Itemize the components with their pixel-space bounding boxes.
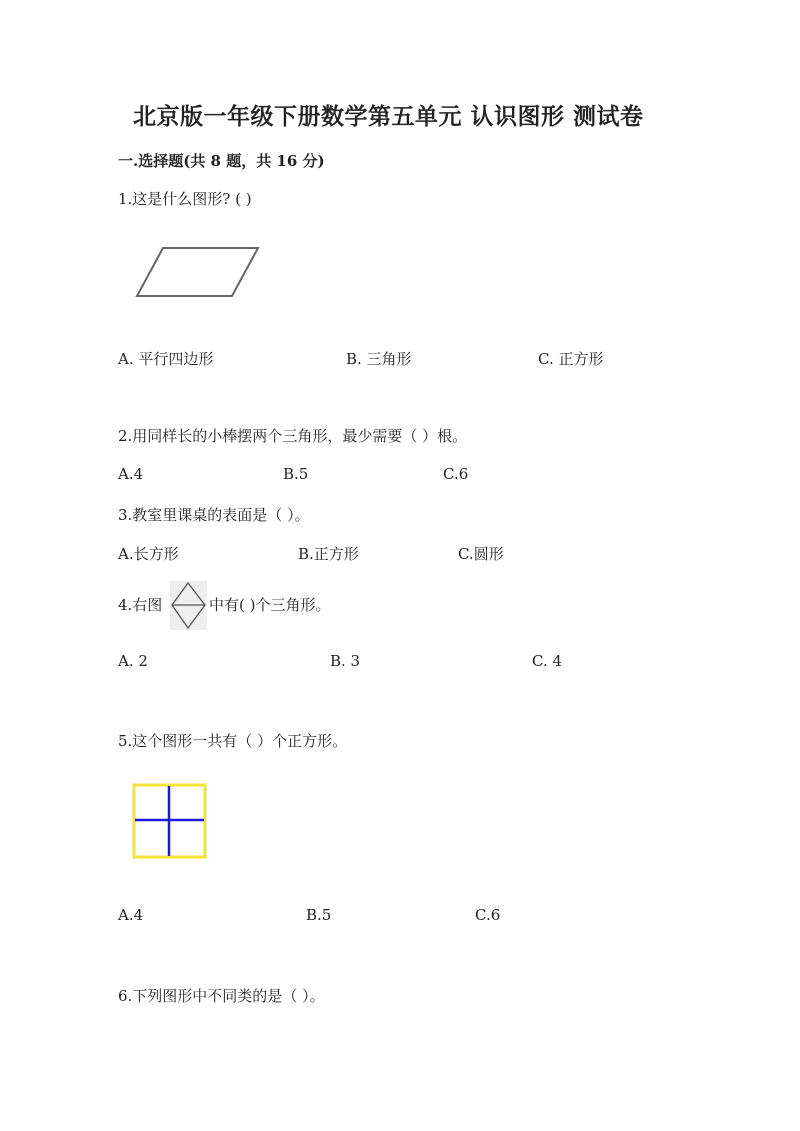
q1-option-a[interactable]: A. 平行四边形 — [118, 350, 214, 368]
q1-option-c[interactable]: C. 正方形 — [538, 350, 604, 368]
q5-option-c[interactable]: C.6 — [475, 906, 501, 924]
q5-option-a[interactable]: A.4 — [118, 906, 144, 924]
q4-option-a[interactable]: A. 2 — [118, 652, 148, 670]
q3-option-b[interactable]: B.正方形 — [298, 545, 359, 563]
q1-option-b[interactable]: B. 三角形 — [346, 350, 412, 368]
question-5: 5.这个图形一共有（ ）个正方形。 — [118, 732, 348, 750]
q3-option-c[interactable]: C.圆形 — [458, 545, 504, 563]
question-1: 1.这是什么图形? ( ) — [118, 190, 252, 208]
question-4-rest: 中有( )个三角形。 — [209, 596, 331, 614]
q2-option-a[interactable]: A.4 — [118, 465, 144, 483]
q4-option-c[interactable]: C. 4 — [532, 652, 563, 670]
section-heading: 一.选择题(共 8 题，共 16 分) — [118, 152, 325, 170]
q2-option-b[interactable]: B.5 — [283, 465, 309, 483]
question-6: 6.下列图形中不同类的是（ ）。 — [118, 987, 325, 1005]
question-2: 2.用同样长的小棒摆两个三角形，最少需要（ ）根。 — [118, 427, 468, 445]
page-title: 北京版一年级下册数学第五单元 认识图形 测试卷 — [133, 103, 644, 130]
q4-option-b[interactable]: B. 3 — [330, 652, 361, 670]
q2-option-c[interactable]: C.6 — [443, 465, 469, 483]
question-4-lead: 4.右图 — [118, 596, 163, 614]
q3-option-a[interactable]: A.长方形 — [118, 545, 179, 563]
question-3: 3.教室里课桌的表面是（ ）。 — [118, 506, 310, 524]
q5-option-b[interactable]: B.5 — [306, 906, 332, 924]
